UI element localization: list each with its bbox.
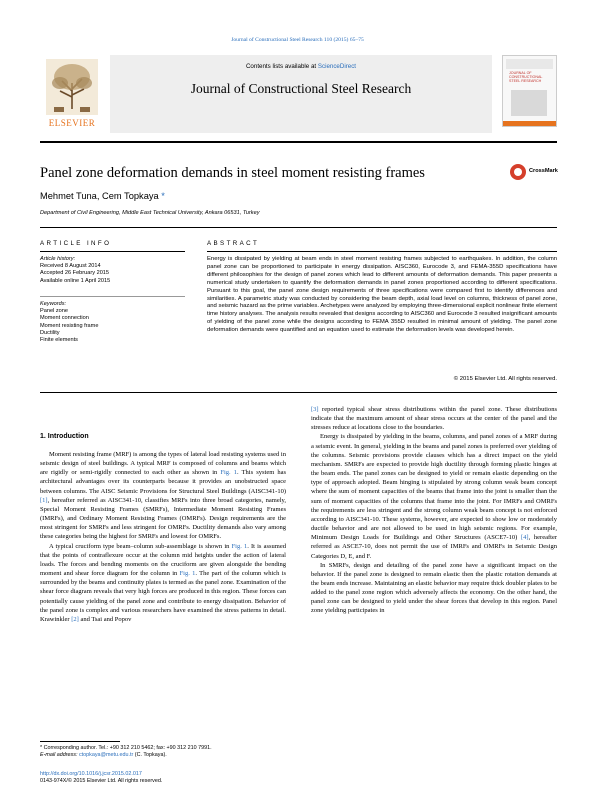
paragraph: [3] reported typical shear stress distributions within the panel zone. These distributions indicate that the maximum amount of shear stress occurs at the center of the panel and the stresses reduce at locations close to the boundaries. — [311, 406, 557, 432]
cover-title: JOURNAL OF CONSTRUCTIONAL STEEL RESEARCH — [509, 71, 543, 83]
abstract-heading: ABSTRACT — [207, 240, 260, 247]
keyword: Moment resisting frame — [40, 322, 99, 329]
abstract-divider — [207, 251, 557, 252]
keyword: Finite elements — [40, 337, 78, 344]
article-history — [40, 256, 185, 285]
paragraph: Energy is dissipated by yielding in the beams, columns, and panel zones of a MRF during a seismic event. In general, yielding in the beams and panel zones is preferred over yielding of the columns. Seismic provisions provide clauses which has a direct impact on the yield mechanism. SMRFs are expected to provide high ductility through forming plastic hinges at the beam ends. The panel zones can be designed to yield or remain elastic depending on the type of approach adopted. Beam hinging is stipulated by strong column weak beam concept where the sum of moment capacities of the beams that frame into the joint is smaller than the sum of moment capacities of the columns that frame into the joint. For IMRFs and OMRFs the requirements are less stringent and the strong column weak beam concept is not enforced according to AISC341-10. These systems, however, are expected to show low or moderately ductile behavior and are not allowed to be used in high seismic regions. For example, Minimum Design Loads for Buildings and Other Structures (ASCE7-10) [4], hereafter referred as ASCE7-10, does not permit the use of IMRFs and OMRFs in Seismic Design Categories D, E, and F. — [311, 433, 557, 560]
contents-line — [110, 63, 492, 70]
section-title: 1. Introduction — [40, 433, 89, 440]
journal-title: Journal of Constructional Steel Research — [190, 81, 412, 96]
journal-banner — [110, 55, 492, 133]
info-divider — [40, 251, 185, 252]
paragraph: In SMRFs, design and detailing of the panel zone have a significant impact on the behavior. If the panel zone is designed to remain elastic then the plastic rotation demands at the beam ends increase. Maintaining an elastic behavior may require thick doubler plates to be added to the panel zone region which adversely affects the economy. On the other hand, the panel zone can be designed to yield under the shear forces that develop in this region. Panel zone yielding participates in — [311, 561, 557, 615]
left-column — [40, 450, 286, 624]
abstract-bottom-divider — [40, 392, 557, 393]
article-info-heading: ARTICLE INFO — [40, 240, 112, 247]
info-sub-divider — [40, 296, 185, 297]
crossmark-label: CrossMark — [529, 168, 558, 174]
accepted-date: Accepted 26 February 2015 — [40, 270, 110, 277]
reference-link[interactable]: [2] — [71, 615, 79, 623]
journal-citation[interactable]: Journal of Constructional Steel Research 110 (2015) 65–75 — [231, 37, 364, 43]
reference-link[interactable]: [3] — [311, 406, 319, 413]
corresponding-author-mark[interactable]: * — [161, 191, 165, 201]
keywords-block — [40, 301, 185, 344]
abstract-text: Energy is dissipated by yielding at beam ends in steel moment resisting frames subjected to earthquakes. In addition, the column panel zone can be proportioned to participate in energy dissipation. AISC360, Eurocode 3, and FEMA-355D specifications have different philosophies for the design of panel zones which lead to different amounts of deformation demands. This paper presents a numerical study undertaken to quantify the deformation demands in panel zones proportioned according to different specifications. Pursuant to this goal, the panel zone design requirements of three specifications were compared first to identify differences and similarities. A parametric study was conducted by considering the beam depth, axial load level on columns, thickness of panel zone, and seismic hazard as the prime variables. Archetypes were analyzed by employing three-dimensional explicit nonlinear finite element time history analyses. The analysis results revealed that designs according to AISC360 and Eurocode 3 resulted insignificant amounts of yielding of the panel zone while the designs according to FEMA 355D resulted in minimal amount of yielding. The panel zone deformation demands were quantified and an equation used to estimate the deformation levels was developed herein. — [207, 256, 557, 334]
affiliation: Department of Civil Engineering, Middle East Technical University, Ankara 06531, Turkey — [40, 210, 260, 216]
author-list — [40, 191, 165, 201]
article-title: Panel zone deformation demands in steel moment resisting frames — [40, 165, 425, 181]
abstract-copyright: © 2015 Elsevier Ltd. All rights reserved. — [453, 376, 557, 382]
history-label: Article history: — [40, 256, 76, 262]
reference-link[interactable]: [4] — [520, 534, 529, 542]
email-link[interactable]: ctopkaya@metu.edu.tr — [78, 752, 134, 758]
journal-cover-thumbnail — [502, 55, 557, 127]
elsevier-tree-icon — [46, 59, 98, 115]
crossmark-icon — [510, 164, 526, 180]
crossmark-badge[interactable] — [510, 164, 558, 184]
corresponding-author-note: * Corresponding author. Tel.: +90 312 210 5462; fax: +90 312 210 7991. — [40, 745, 212, 751]
figure-link[interactable]: Fig. 1 — [179, 570, 196, 578]
figure-link[interactable]: Fig. 1 — [220, 469, 237, 477]
contents-prefix: Contents lists available at — [245, 63, 318, 70]
divider — [40, 227, 557, 228]
doi-link[interactable]: http://dx.doi.org/10.1016/j.jcsr.2015.02.017 — [40, 771, 142, 777]
figure-link[interactable]: Fig. 1 — [231, 542, 248, 550]
sciencedirect-link[interactable]: ScienceDirect — [317, 63, 357, 70]
footnote-divider — [40, 741, 120, 742]
paragraph: Moment resisting frame (MRF) is among the types of lateral load resisting systems used in seismic design of steel buildings. A typical MRF is composed of columns and beams which are rigidly or semi-rigidly connected to each other as shown in Fig. 1. This system has architectural advantages over its counterparts because it provides an unobstructed space between columns. The AISC Seismic Provisions for Structural Steel Buildings (AISC341-10) [1], hereafter referred as AISC341-10, classifies MRFs into three broad categories, namely, Special Moment Resisting Frames (SMRFs), Intermediate Moment Resisting Frames (IMRFs), and Ordinary Moment Resisting Frames (OMRFs). Design requirements are the most stringent for SMRFs and less stringent for OMRFs. Ductility demands also vary among these categories being the highest for SMRFs and lowest for OMRFs. — [40, 451, 287, 541]
footnote — [40, 745, 286, 759]
received-date: Received 8 August 2014 — [40, 263, 101, 270]
doi-block — [40, 771, 286, 785]
right-column — [311, 405, 557, 616]
keyword: Ductility — [40, 329, 60, 336]
paragraph: A typical cruciform type beam–column sub-assemblage is shown in Fig. 1. It is assumed that the points of contraflexure occur at the column mid heights under the action of lateral loads. The forces and bending moments on the cruciform are given alongside the bending moment and shear force diagram for the column in Fig. 1. The part of the column which is surrounded by the beams and continuity plates is termed as the panel zone. Examination of the shear force diagram reveals that very high forces are produced in this region. These forces can potentially cause yielding of the panel zone and contribute to energy dissipation. Behavior of the panel zone is complex and various researchers have examined the stress patterns in detail. Krawinkler [2] and Tsai and Popov — [40, 542, 287, 623]
journal-header — [40, 55, 557, 133]
keyword: Moment connection — [40, 315, 89, 322]
keywords-label: Keywords: — [40, 301, 67, 307]
keyword: Panel zone — [40, 308, 68, 315]
issn-line: 0143-974X/© 2015 Elsevier Ltd. All rights reserved. — [40, 778, 163, 784]
email-line: E-mail address: ctopkaya@metu.edu.tr (C. Topkaya). — [40, 752, 167, 758]
online-date: Available online 1 April 2015 — [40, 277, 111, 284]
authors-text: Mehmet Tuna, Cem Topkaya — [40, 191, 159, 201]
header-divider — [40, 141, 557, 143]
reference-link[interactable]: [1] — [40, 496, 48, 504]
publisher-logo — [40, 55, 104, 133]
publisher-name: ELSEVIER — [48, 118, 96, 128]
